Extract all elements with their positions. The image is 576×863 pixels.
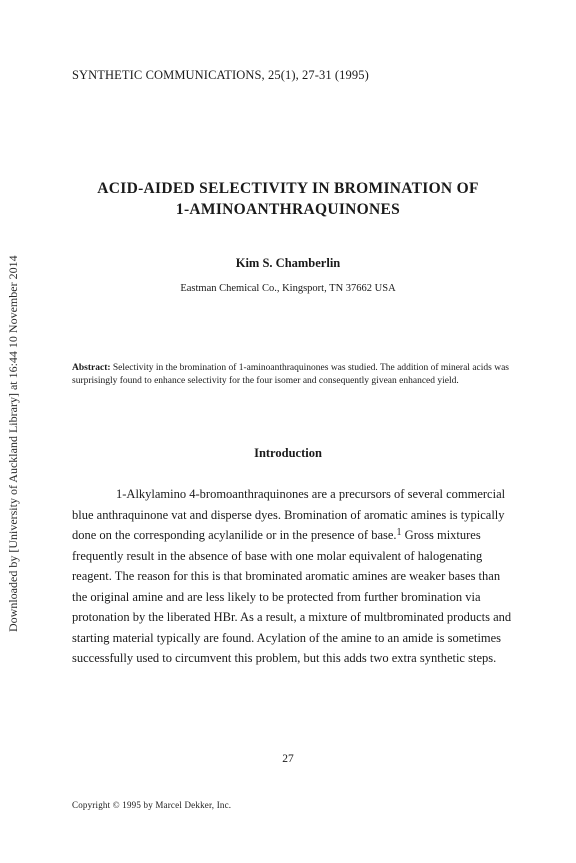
download-watermark: Downloaded by [University of Auckland Library] at 16:44 10 November 2014: [6, 255, 20, 632]
footnote-reference[interactable]: 1: [396, 527, 402, 538]
abstract-text: Selectivity in the bromination of 1-aminoanthraquinones was studied. The addition of mineral acids was surprisingly found to enhance selectivity for the four isomer and consequently givean enhanced yield.: [72, 363, 509, 386]
journal-citation: SYNTHETIC COMMUNICATIONS, 25(1), 27-31 (1995): [72, 68, 369, 82]
paragraph-text-part2: Gross mixtures frequently result in the absence of base with one molar equivalent of halogenating reagent. The reason for this is that brominated aromatic amines are weaker bases than the original amine and are less likely to be protected from further bromination via protonation by the liberated HBr. As a result, a mixture of multbrominated products and starting material typically are found. Acylation of the amine to an amide is sometimes successfully used to circumvent this problem, but this adds two extra synthetic steps.: [72, 528, 512, 665]
abstract-label: Abstract:: [72, 363, 111, 373]
page-number: 27: [282, 753, 294, 765]
article-title: [0, 178, 576, 220]
author-name: Kim S. Chamberlin: [235, 256, 341, 270]
author-affiliation: Eastman Chemical Co., Kingsport, TN 37662 USA: [180, 283, 396, 294]
paragraph: [72, 484, 512, 669]
paragraph-text-part1: 1-Alkylamino 4-bromoanthraquinones are a precursors of several commercial blue anthraquinone vat and disperse dyes. Bromination of aromatic amines is typically done on the corresponding acylanilide or in the presence of base.: [72, 487, 506, 542]
abstract: [72, 362, 512, 387]
introduction-body: [72, 484, 512, 669]
title-line-1: ACID-AIDED SELECTIVITY IN BROMINATION OF: [97, 180, 479, 197]
title-line-2: 1-AMINOANTHRAQUINONES: [175, 201, 401, 218]
section-heading: Introduction: [254, 446, 322, 460]
copyright-notice: Copyright © 1995 by Marcel Dekker, Inc.: [72, 800, 232, 810]
